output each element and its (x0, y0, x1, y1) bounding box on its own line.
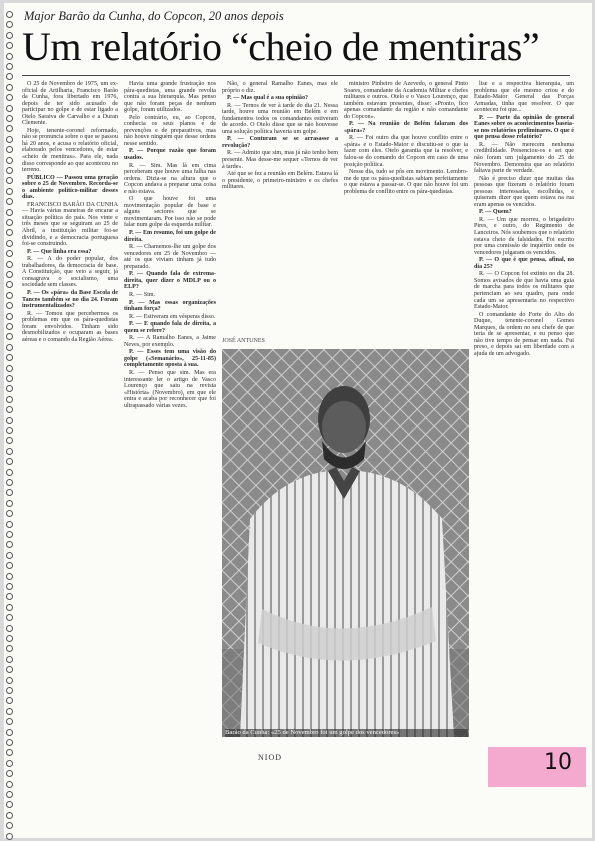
binder-hole (6, 469, 13, 476)
binder-hole (6, 219, 13, 226)
interview-question: P. — O que é que pensa, afinal, no dia 25? (474, 257, 574, 270)
photo-caption: Barão da Cunha: «25 de Novembro foi um golpe dos vencedores» (225, 729, 468, 737)
column-4 (344, 81, 468, 343)
binder-hole (6, 313, 13, 320)
interview-question: P. — E quando fala de direita, a quem se refere? (124, 321, 216, 334)
binder-hole (6, 801, 13, 808)
photo-credit: JOSÉ ANTUNES (222, 338, 265, 344)
binder-hole (6, 760, 13, 767)
column-1 (22, 81, 118, 781)
binder-hole (6, 770, 13, 777)
binder-hole (6, 531, 13, 538)
binder-hole (6, 125, 13, 132)
binder-hole (6, 146, 13, 153)
interview-question: P. — Mas essas organizações tinham força? (124, 299, 216, 313)
binder-hole (6, 292, 13, 299)
binder-hole (6, 11, 13, 18)
headline-rule (22, 75, 570, 76)
binder-hole (6, 53, 13, 60)
newspaper-page (4, 3, 592, 838)
article-paragraph: R. — Admito que sim, mas já não tenho bem presente. Mas desse-me sequer «Ternos de ver à tarde». (222, 150, 338, 170)
binder-hole (6, 541, 13, 548)
binder-hole (6, 666, 13, 673)
interview-question: P. — Na reunião de Belém falaram dos «pára»? (344, 121, 468, 134)
binder-hole (6, 105, 13, 112)
binder-hole (6, 521, 13, 528)
binder-hole (6, 406, 13, 413)
article-paragraph: R. — Sim. Mas lá em cima perceberam que houve uma falha nas ordens. Dizia-se na altura que o Copcon andava a preparar uma coisa e não estava. (124, 162, 216, 195)
interview-question: P. — Esses tem uma visão do golpe («Semanário», 25-11-85) completamente oposta à sua. (124, 349, 216, 369)
binder-hole (6, 281, 13, 288)
article-paragraph: R. — A do poder popular, dos trabalhadores, da democracia de base. A Constituição, que veio a seguir, já consagrava o socialismo, uma sociedade sem classes. (22, 256, 118, 289)
article-paragraph: Hoje, tenente-coronel reformado, não se pronuncia sobre o que se passou há 20 anos, e acusa o relatório oficial, elaborado pelos vencedores, de estar «cheio de mentiras». Para ele, nada disso corresponde ao que aconteceu no terreno. (22, 127, 118, 174)
article-photo (222, 338, 469, 737)
binder-hole (6, 593, 13, 600)
article-paragraph: Nesse dia, tudo se pôs em movimento. Lembro-me de que os pára-quedistas sabiam perfeitamente o que estava a passar-se. O que não houve foi um problema de conflito entre os pára-quedistas. (344, 169, 468, 195)
interview-question: P. — Parte da opinião de general Eanes sobre os acontecimentos baseia-se nos relatórios preliminares. O que é que pensa desse relatório? (474, 114, 574, 141)
article-paragraph: Não é preciso dizer que muitas das pessoas que fizeram o relatório foram pessoas interessadas, escolhidas, e quiseram dizer que quem estava na rua eram apenas os vencidos. (474, 175, 574, 208)
binder-hole (6, 250, 13, 257)
page-number: 10 (544, 750, 572, 775)
binder-hole (6, 781, 13, 788)
binder-hole (6, 333, 13, 340)
binder-hole (6, 42, 13, 49)
interview-question: P. — Em resumo, foi um golpe de direita. (124, 230, 216, 243)
binder-hole (6, 479, 13, 486)
binder-hole (6, 604, 13, 611)
binder-hole (6, 729, 13, 736)
interview-question: P. — Quando fala de extrema-direita, quer dizer o MDLP ou o ELP? (124, 271, 216, 291)
article-paragraph: R. — Sim. (129, 291, 156, 298)
article-paragraph: O que houve foi uma movimentação popular de base e alguns sectores que se movimentaram. Por isso não se pode falar num golpe da esquerda militar. (124, 196, 216, 229)
binder-hole (6, 84, 13, 91)
binder-hole (6, 188, 13, 195)
article-paragraph: R. — Estiveram em vésperas disso. (129, 313, 216, 320)
binder-hole (6, 229, 13, 236)
interview-question: PÚBLICO — Passou uma geração sobre o 25 de Novembro. Recorda-se o ambiente político-militar desses dias. (22, 174, 118, 201)
binder-hole (6, 427, 13, 434)
article-paragraph: R. — Ternos de ver à tarde do dia 21. Nessa tarde, houve uma reunião em Belém e em fundamentos todos os comandantes estiveram de acordo. O Otelo disse que se não houvesse uma solução política haveria um golpe. (222, 102, 338, 135)
binder-hole (6, 833, 13, 840)
binder-hole (6, 396, 13, 403)
binder-hole (6, 822, 13, 829)
binder-hole (6, 718, 13, 725)
article-paragraph: Não, o general Ramalho Eanes, mas ele próprio o diz. (222, 81, 338, 94)
binder-hole (6, 708, 13, 715)
binder-hole (6, 73, 13, 80)
binder-hole (6, 385, 13, 392)
article-paragraph: lise e a respectiva hierarquia, um problema que ele mesmo criou e do Estado-Maior General das Forças Armadas, tinha que resolver. O que aconteceu foi que... (474, 81, 574, 114)
binder-hole (6, 656, 13, 663)
binder-holes (5, 3, 13, 838)
article-paragraph: R. — Chamemos-lhe um golpe dos vencedores em 25 de Novembro — até os que viviam tinham já tudo preparado. (124, 244, 216, 270)
binder-hole (6, 271, 13, 278)
page-number-sticker (488, 747, 586, 787)
binder-hole (6, 812, 13, 819)
binder-hole (6, 21, 13, 28)
article-paragraph: R. — Tomou que percebermos os problemas em que os pára-quedistas foram envolvidos. Tinham sido desmobilizados e ocuparam as bases aéreas e o comando da Região Aérea. (22, 310, 118, 343)
article-paragraph: R. — A Ramalho Eanes, a Jaime Neves, por exemplo. (124, 335, 216, 348)
interview-question: P. — Porque razão que foram usados. (124, 148, 216, 162)
binder-hole (6, 562, 13, 569)
article-paragraph: R. — Não merecem nenhuma credibilidade. Presenciou-os e sei que não foram um julgamento do 25 de Novembro. Demonstra que ao relatório faltava parte de verdade. (474, 141, 574, 175)
binder-hole (6, 365, 13, 372)
binder-hole (6, 697, 13, 704)
binder-hole (6, 448, 13, 455)
interview-question: P. — Conturam se se arrasasse a revolução? (222, 136, 338, 149)
binder-hole (6, 645, 13, 652)
binder-hole (6, 687, 13, 694)
binder-hole (6, 240, 13, 247)
article-paragraph: Pelo contrário, eu, ao Copcon, conhecia os seus planos e de prevenções e de preparativos, mas não houve ninguém que desse ordens nesse sentido. (124, 114, 216, 147)
binder-hole (6, 94, 13, 101)
binder-hole (6, 209, 13, 216)
interview-question: P. — Que linha era essa? (27, 248, 92, 255)
interview-question: P. — Os «pára» da Base Escola de Tancos também se no dia 24. Foram instrumentalizados? (22, 289, 118, 310)
binder-hole (6, 458, 13, 465)
binder-hole (6, 739, 13, 746)
article-paragraph: O comandante do Forte do Alto do Duque, tenente-coronel Gomes Marques, da ordem no seu chefe de que teria de se apresentar, e eu penso que não tive tempo de pensar em nada. Fui preso, e depois saí em liberdade com a ajuda de um advogado. (474, 311, 574, 357)
binder-hole (6, 32, 13, 39)
binder-hole (6, 552, 13, 559)
article-paragraph: R. — Penso que sim. Mas era interessante ler o artigo de Vasco Lourenço que saiu na revista «História» (Novembro), em que ele entra e acaba por reconhecer que foi ultrapassado várias vezes. (124, 369, 216, 409)
binder-hole (6, 489, 13, 496)
binder-hole (6, 510, 13, 517)
article-paragraph: R. — Foi outro dia que houve conflito entre o «pára» e o Estado-Maior e discutiu-se o que ia fazer com eles. Otelo garantia que ia resolver, e falou-se do comando do Copcon em caso de uma posição política. (344, 135, 468, 168)
binder-hole (6, 417, 13, 424)
binder-hole (6, 583, 13, 590)
interview-question: P. — Quem? (479, 209, 512, 216)
interview-question: P. — Mas qual é a sua opinião? (227, 95, 309, 102)
binder-hole (6, 635, 13, 642)
binder-hole (6, 749, 13, 756)
binder-hole (6, 167, 13, 174)
column-2 (124, 81, 216, 756)
article-paragraph: R. — Um que morreu, o brigadeiro Pires, e outro, do Regimento de Lanceiros. Nós soubemos que o relatório estava cheio de falsidades. Foi escrito por uma comissão de inquérito onde os vencedores julgaram os vencidos. (474, 216, 574, 256)
article-paragraph: Havia uma grande frustração nos pára-quedistas, uma grande revolta contra a sua hierarquia. Mas penso que não foram peças de nenhum golpe, foram utilizados. (124, 81, 216, 114)
binder-hole (6, 677, 13, 684)
binder-hole (6, 573, 13, 580)
binder-hole (6, 177, 13, 184)
page-footer: NIOD (258, 753, 282, 762)
binder-hole (6, 323, 13, 330)
binder-hole (6, 344, 13, 351)
column-3 (222, 81, 338, 343)
binder-hole (6, 157, 13, 164)
binder-hole (6, 500, 13, 507)
binder-hole (6, 614, 13, 621)
article-paragraph: Até que se fez a reunião em Belém. Estava lá o presidente, o primeiro-ministro e os chefes militares. (222, 171, 338, 191)
binder-hole (6, 261, 13, 268)
binder-hole (6, 198, 13, 205)
article-paragraph: ministro Pinheiro de Azevedo, o general Pinto Soares, comandante da Academia Militar e chefes militares e outros. Otelo e o Vasco Lourenço, que também estavam presentes, disse: «Pronto, fico apenas comandante da região e não comandante do Copcon». (344, 81, 468, 120)
binder-hole (6, 136, 13, 143)
binder-hole (6, 115, 13, 122)
article-paragraph: R. — O Copcon foi extinto no dia 28. Somos avisados de que havia uma guia de marcha para todos os militares que pertenciam ao seu quadro, para onde cada um se apresentaria no respectivo Estado-Maior. (474, 271, 574, 311)
article-kicker: Major Barão da Cunha, do Copcon, 20 anos depois (24, 9, 284, 23)
binder-hole (6, 375, 13, 382)
binder-hole (6, 625, 13, 632)
article-paragraph: FRANCISCO BARÃO DA CUNHA — Havia várias maneiras de encarar a situação política do país. Nos vinte e três meses que se seguiram ao 25 de Abril, a instituição militar foi-se dividindo, e a democracia portuguesa foi-se construindo. (22, 201, 118, 248)
binder-hole (6, 437, 13, 444)
binder-hole (6, 63, 13, 70)
binder-hole (6, 791, 13, 798)
portrait-image (222, 349, 469, 737)
article-headline: Um relatório “cheio de mentiras” (22, 24, 540, 69)
article-paragraph: O 25 de Novembro de 1975, um ex-oficial de Artilharia, Francisco Barão da Cunha, fora libertado em 1976, depois de ter sido acusado de participar no golpe e de estar ligado a Otelo Saraiva de Carvalho e a Duran Clemente. (22, 81, 118, 127)
column-5 (474, 81, 574, 733)
binder-hole (6, 302, 13, 309)
binder-hole (6, 354, 13, 361)
